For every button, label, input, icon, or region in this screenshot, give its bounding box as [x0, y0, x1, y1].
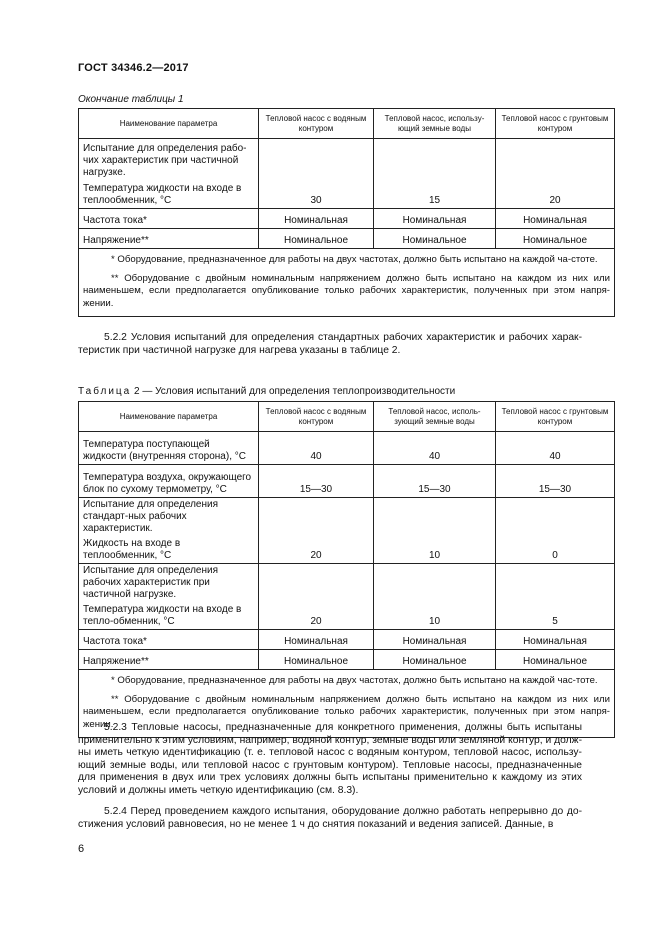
table-row: [79, 229, 615, 249]
table-row: [79, 139, 615, 209]
table-note: ** Оборудование с двойным номинальным напряжением должно быть испытано на каждом из них или наименьшем, если предполагается опубликование только рабочих характеристик, полученных при этом напря-жении.: [83, 693, 610, 730]
table-row: [79, 498, 615, 564]
table1-caption: Окончание таблицы 1: [78, 94, 184, 105]
value-cell: Номинальное: [259, 229, 374, 249]
param-name-line: Испытание для определения рабо-чих характеристик при частичной нагрузке.: [83, 143, 247, 178]
table-row: [79, 564, 615, 630]
value-cell: 10: [374, 498, 496, 564]
value-cell: 15: [374, 139, 496, 209]
value-cell: 20: [259, 564, 374, 630]
param-name-cell: Напряжение**: [79, 229, 259, 249]
table-note: ** Оборудование с двойным номинальным напряжением должно быть испытано на каждом из них или наименьшем, если предполагается опубликование только рабочих характеристик, полученных при этом напря-жении.: [83, 272, 610, 309]
value-cell: 10: [374, 564, 496, 630]
table2-header-cell: Наименование параметра: [79, 402, 259, 432]
table-note: * Оборудование, предназначенное для работы на двух частотах, должно быть испытано на каждой ча-стоте.: [111, 254, 598, 265]
value-cell: Номинальная: [496, 209, 615, 229]
value-cell: 40: [374, 432, 496, 465]
table-row: [79, 630, 615, 650]
table2-header-row: [79, 402, 615, 432]
table2-header-cell: Тепловой насос с водяным контуром: [259, 402, 374, 432]
value-cell: Номинальная: [259, 209, 374, 229]
page-header: ГОСТ 34346.2—2017: [78, 62, 189, 74]
param-name-line: Температура жидкости на входе в тепло-обменник, °С: [83, 604, 242, 627]
value-cell: 15—30: [259, 465, 374, 498]
table2-header-cell: Тепловой насос с грунтовым контуром: [496, 402, 615, 432]
value-cell: Номинальное: [374, 650, 496, 670]
table1-header-cell: Наименование параметра: [79, 109, 259, 139]
table2: [78, 401, 615, 738]
table-row: [79, 650, 615, 670]
table1-header-cell: Тепловой насос с водяным контуром: [259, 109, 374, 139]
value-cell: 40: [259, 432, 374, 465]
value-cell: Номинальное: [259, 650, 374, 670]
param-name-cell: Частота тока*: [79, 630, 259, 650]
page-number: 6: [78, 843, 85, 855]
value-cell: 20: [496, 139, 615, 209]
param-name-line: Испытание для определения рабочих характеристик при частичной нагрузке.: [83, 565, 218, 600]
value-cell: 15—30: [496, 465, 615, 498]
table2-header-cell: Тепловой насос, исполь-зующий земные воды: [374, 402, 496, 432]
table1-header-cell: Тепловой насос с грунтовым контуром: [496, 109, 615, 139]
paragraph-text: 5.2.3 Тепловые насосы, предназначенные для конкретного применения, должны быть испытаны применительно к этим условиям, например, водяной контур, земные воды или земляной контур, и долж-ны иметь четкую идентификацию (т. е. тепловой насос с водяным контуром, тепловой насос, использу-ющий земные воды, или тепловой насос с грунтовым контуром). Тепловые насосы, предназначенные для применения в двух или трех условиях должны быть испытаны применительно к каждому из этих условий и должны иметь четкую идентификацию (см. 8.3).: [78, 722, 582, 796]
param-name-cell: Температура поступающей жидкости (внутренняя сторона), °С: [79, 432, 259, 465]
paragraph-text: 5.2.4 Перед проведением каждого испытания, оборудование должно работать непрерывно до до-стижения условий равновесия, но не менее 1 ч до снятия показаний и ведения записей. Данные, в: [78, 806, 582, 830]
paragraph-text: 5.2.2 Условия испытаний для определения стандартных рабочих характеристик и рабочих харак-теристик при частичной нагрузке для нагрева указаны в таблице 2.: [78, 332, 582, 356]
table1-notes-row: [79, 249, 615, 317]
param-name-line: Жидкость на входе в теплообменник, °С: [83, 538, 181, 561]
value-cell: 0: [496, 498, 615, 564]
value-cell: Номинальная: [496, 630, 615, 650]
param-name-cell: Температура воздуха, окружающего блок по сухому термометру, °С: [79, 465, 259, 498]
paragraph-5-2-4: [78, 806, 582, 831]
table-notes: [79, 249, 615, 317]
table1: [78, 108, 615, 317]
table2-caption-text: 2 — Условия испытаний для определения теплопроизводительности: [134, 386, 456, 397]
table2-caption: [78, 386, 455, 397]
param-name-cell: Частота тока*: [79, 209, 259, 229]
value-cell: 15—30: [374, 465, 496, 498]
param-name-line: Испытание для определения стандарт-ных рабочих характеристик.: [83, 499, 218, 534]
table-row: [79, 209, 615, 229]
paragraph-5-2-3: [78, 722, 582, 797]
value-cell: Номинальное: [374, 229, 496, 249]
value-cell: Номинальное: [496, 650, 615, 670]
table1-header-cell: Тепловой насос, использу-ющий земные воды: [374, 109, 496, 139]
value-cell: Номинальная: [374, 630, 496, 650]
table2-caption-word: Таблица: [78, 386, 132, 397]
param-name-cell: Напряжение**: [79, 650, 259, 670]
value-cell: 40: [496, 432, 615, 465]
value-cell: 30: [259, 139, 374, 209]
paragraph-5-2-2: [78, 332, 582, 357]
value-cell: 20: [259, 498, 374, 564]
param-name-cell: [79, 564, 259, 630]
table-note: * Оборудование, предназначенное для работы на двух частотах, должно быть испытано на каждой час-тоте.: [111, 675, 598, 686]
table-row: [79, 465, 615, 498]
table-row: [79, 432, 615, 465]
value-cell: Номинальная: [259, 630, 374, 650]
table1-header-row: [79, 109, 615, 139]
param-name-line: Температура жидкости на входе в теплообменник, °С: [83, 183, 242, 206]
value-cell: Номинальная: [374, 209, 496, 229]
value-cell: 5: [496, 564, 615, 630]
param-name-cell: [79, 139, 259, 209]
param-name-cell: [79, 498, 259, 564]
value-cell: Номинальное: [496, 229, 615, 249]
